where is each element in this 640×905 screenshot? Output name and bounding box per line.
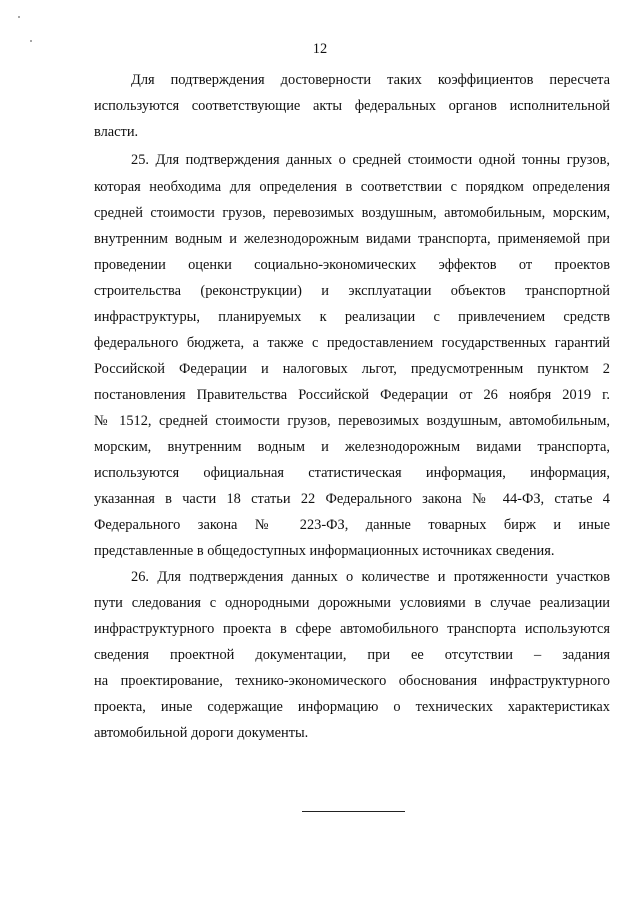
paragraph-26-line: пути следования с однородными дорожными условиями в случае реализации — [94, 595, 610, 611]
page-number: 12 — [312, 41, 328, 57]
paragraph-25-line: федерального бюджета, а также с предоставлением государственных гарантий — [94, 335, 610, 351]
paragraph-25-line: внутренним водным и железнодорожным видами транспорта, применяемой при — [94, 231, 610, 247]
paragraph-25-line: № 1512, средней стоимости грузов, перевозимых воздушным, автомобильным, — [94, 413, 610, 429]
paragraph-1-line: Для подтверждения достоверности таких коэффициентов пересчета — [131, 72, 610, 88]
paragraph-25-line: 25. Для подтверждения данных о средней стоимости одной тонны грузов, — [131, 152, 610, 168]
paragraph-25-line: морским, внутренним водным и железнодорожным видами транспорта, — [94, 439, 610, 455]
end-of-document-rule — [302, 811, 405, 812]
paragraph-25-line: проведении оценки социально-экономических эффектов от проектов — [94, 257, 610, 273]
paragraph-25-line: указанная в части 18 статьи 22 Федерального закона № 44-ФЗ, статье 4 — [94, 491, 610, 507]
paragraph-25-line: инфраструктуры, планируемых к реализации с привлечением средств — [94, 309, 610, 325]
paragraph-25-line: которая необходима для определения в соответствии с порядком определения — [94, 179, 610, 195]
paragraph-25-line: представленные в общедоступных информационных источниках сведения. — [94, 543, 555, 559]
paragraph-26-line: инфраструктурного проекта в сфере автомобильного транспорта используются — [94, 621, 610, 637]
paragraph-25-line: строительства (реконструкции) и эксплуатации объектов транспортной — [94, 283, 610, 299]
paragraph-25-line: постановления Правительства Российской Федерации от 26 ноября 2019 г. — [94, 387, 610, 403]
paragraph-25-line: используются официальная статистическая информация, информация, — [94, 465, 610, 481]
paragraph-25-line: Российской Федерации и налоговых льгот, предусмотренным пунктом 2 — [94, 361, 610, 377]
paragraph-26-line: автомобильной дороги документы. — [94, 725, 309, 741]
paragraph-25-line: Федерального закона № 223-ФЗ, данные товарных бирж и иные — [94, 517, 610, 533]
paragraph-26-line: на проектирование, технико-экономического обоснования инфраструктурного — [94, 673, 610, 689]
paragraph-1-line: используются соответствующие акты федеральных органов исполнительной — [94, 98, 610, 114]
scan-speck — [18, 16, 20, 18]
paragraph-26-line: сведения проектной документации, при ее отсутствии – задания — [94, 647, 610, 663]
paragraph-26-line: проекта, иные содержащие информацию о технических характеристиках — [94, 699, 610, 715]
paragraph-26-line: 26. Для подтверждения данных о количестве и протяженности участков — [131, 569, 610, 585]
paragraph-1-line: власти. — [94, 124, 139, 140]
paragraph-25-line: средней стоимости грузов, перевозимых воздушным, автомобильным, морским, — [94, 205, 610, 221]
